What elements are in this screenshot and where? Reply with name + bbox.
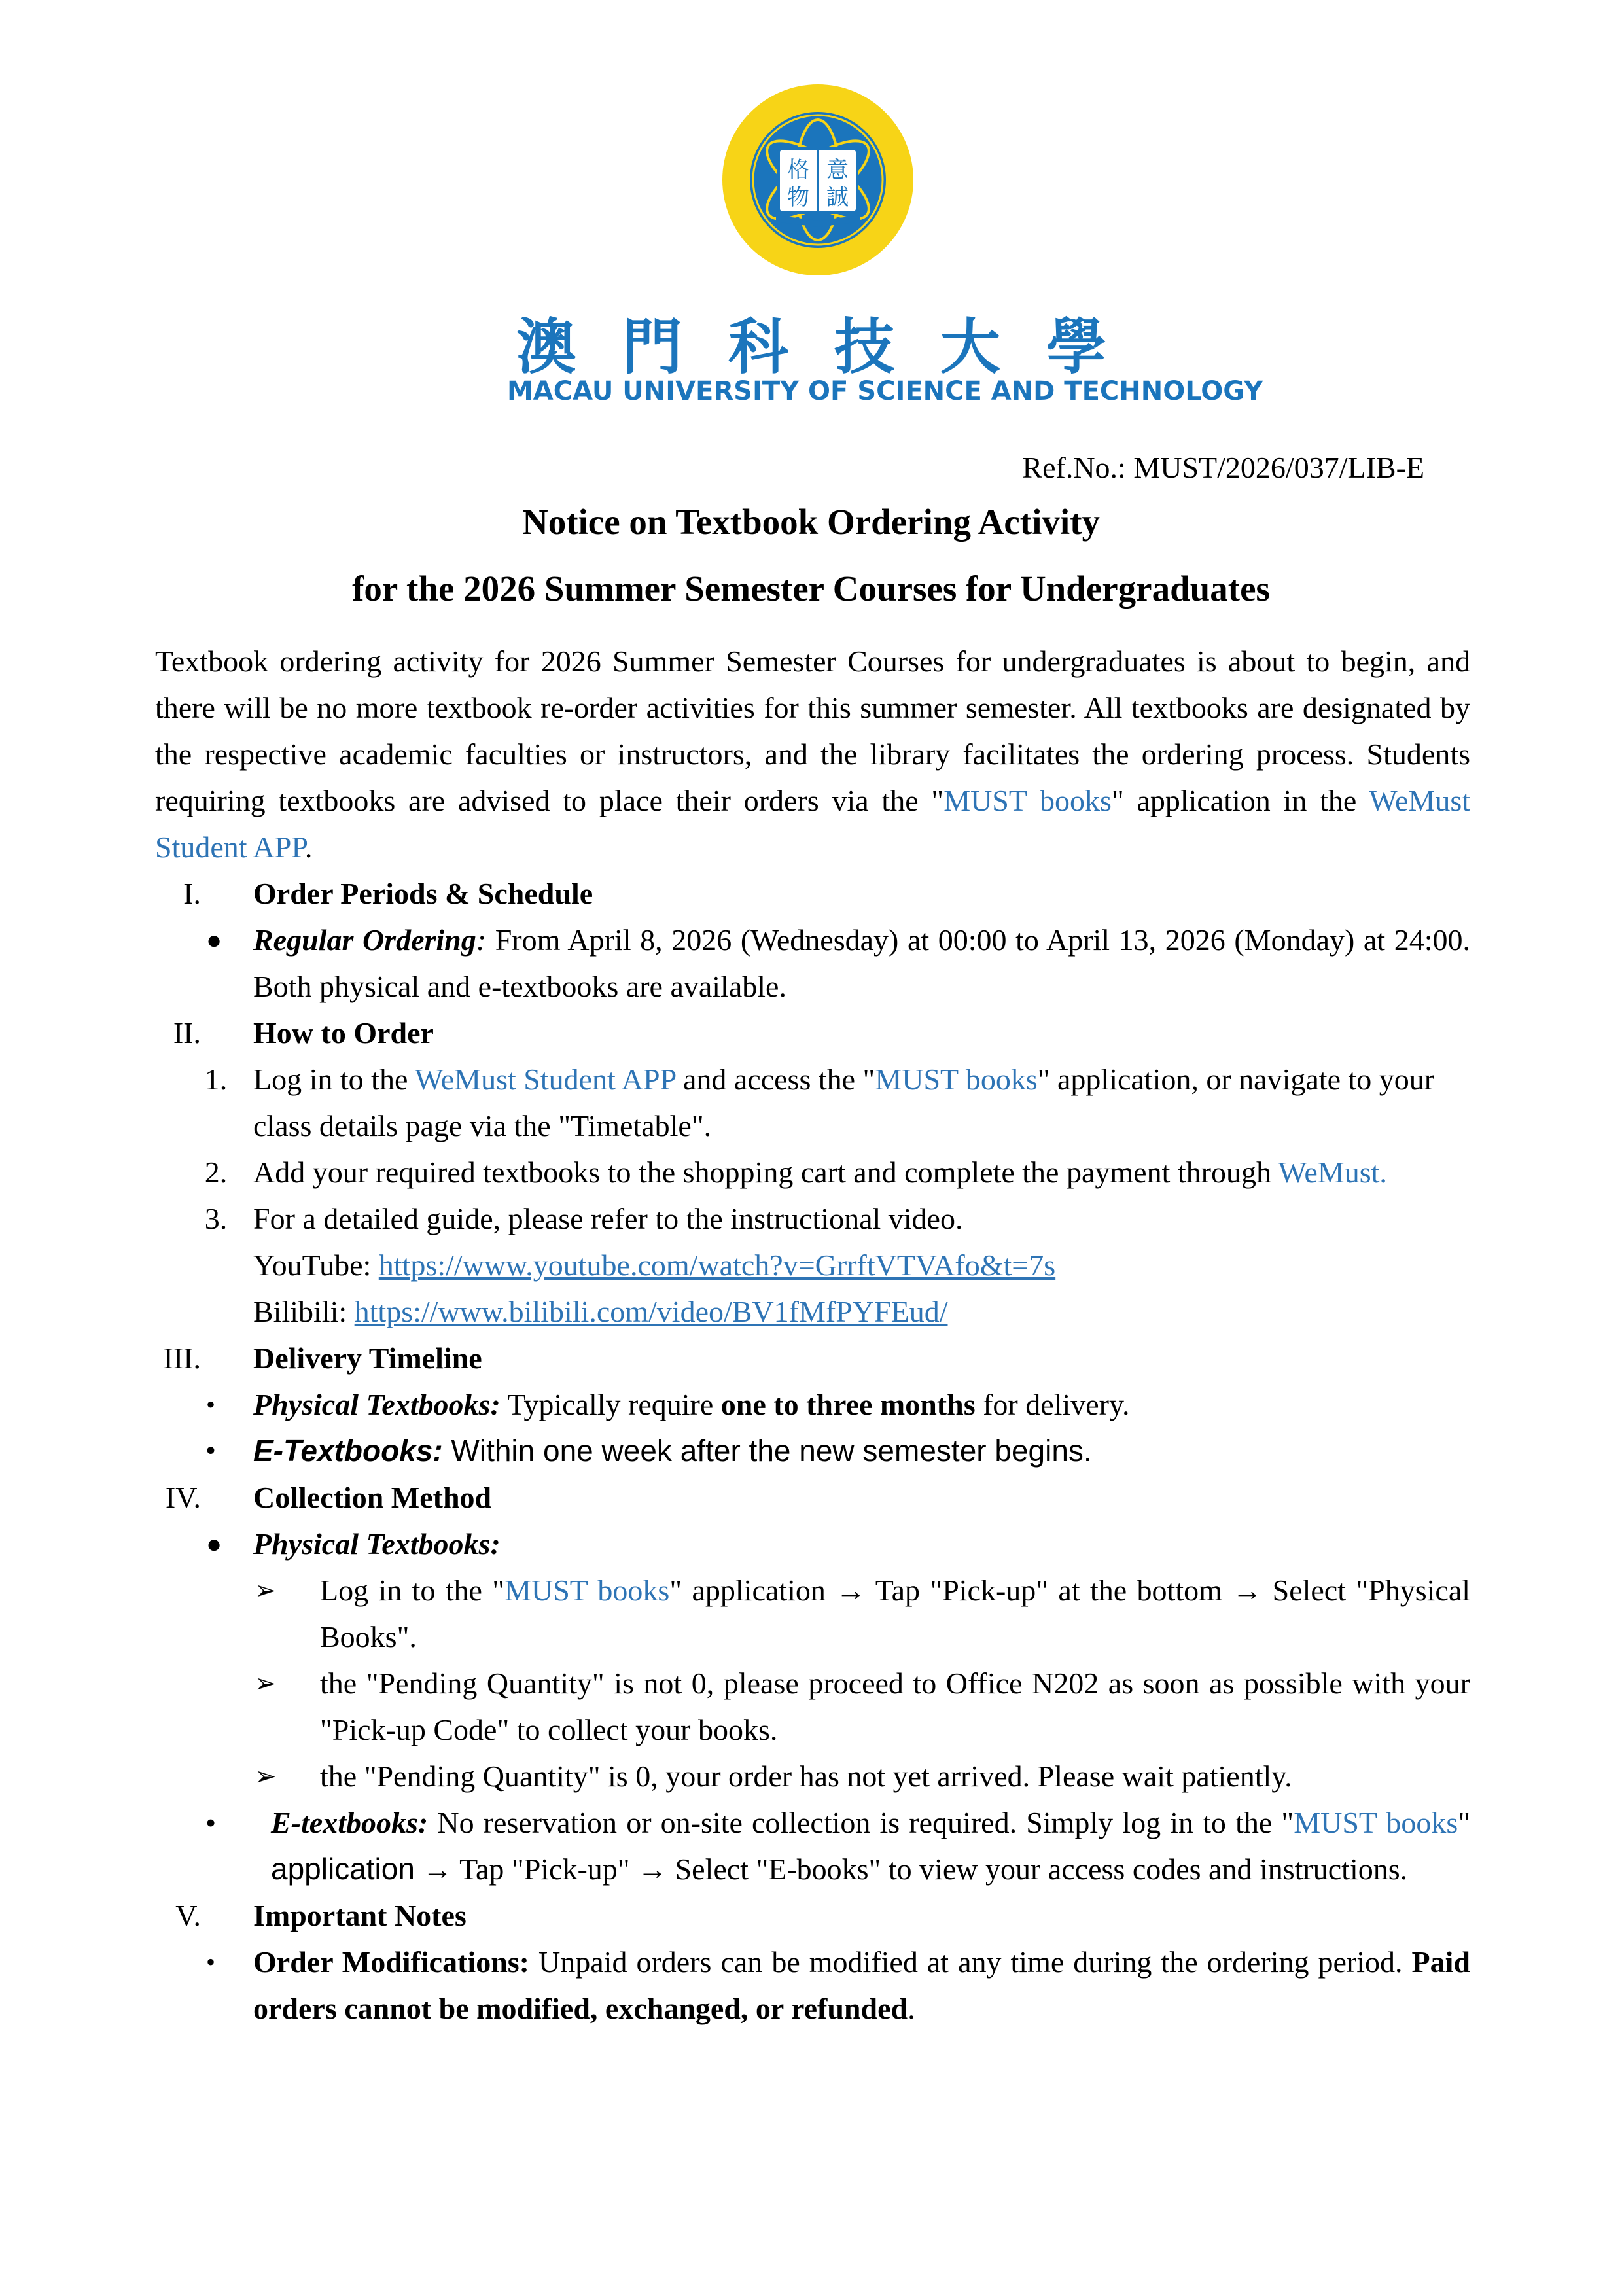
step-text: and access the ": [675, 1063, 875, 1096]
seal-char-3: 物: [787, 185, 809, 211]
logo-cn-char: 大: [940, 311, 1000, 382]
sub-step-text: Log in to the ": [320, 1574, 505, 1607]
bullet-text: Within one week after the new semester begins.: [442, 1434, 1092, 1468]
bullet-label: Physical Textbooks:: [253, 1388, 501, 1421]
must-books-link[interactable]: MUST books: [875, 1063, 1038, 1096]
sub-step-text: " application → Tap "Pick-up" at the bottom → Select "Physical Books".: [320, 1574, 1471, 1653]
step-text: " application, or navigate to your class details page via the "Timetable".: [253, 1063, 1435, 1142]
bullet-icon: •: [205, 1806, 217, 1839]
bullet-text: for delivery.: [975, 1388, 1130, 1421]
step-1: [155, 1056, 1470, 1149]
bullet-text: .: [908, 1992, 915, 2025]
section-heading-notes: [155, 1892, 1470, 1939]
step-text: Log in to the: [253, 1063, 415, 1096]
bullet-emphasis: one to three months: [720, 1388, 976, 1421]
section-title: Important Notes: [253, 1899, 467, 1932]
university-name-chinese: [507, 308, 1116, 382]
bullet-e-collection: [155, 1799, 1470, 1892]
logo-cn-char: 澳: [516, 311, 576, 382]
intro-text: " application in the: [1111, 784, 1369, 817]
bullet-label: E-textbooks:: [271, 1806, 429, 1839]
seal-char-4: 誠: [826, 185, 849, 211]
bullet-label: Order Modifications:: [253, 1945, 530, 1979]
logo-cn-char: 科: [728, 311, 788, 382]
bullet-physical-collection: [155, 1521, 1470, 1567]
section-heading-order-periods: [155, 870, 1470, 917]
sub-step-text: the "Pending Quantity" is not 0, please proceed to Office N202 as soon as possible with your "Pick-up Code" to collect your books.: [320, 1667, 1470, 1746]
section-title: Order Periods & Schedule: [253, 877, 593, 910]
step-number: 1.: [204, 1063, 228, 1096]
bullet-physical-delivery: [155, 1381, 1470, 1428]
bullet-e-delivery: [155, 1428, 1470, 1474]
bullet-icon: •: [206, 1947, 216, 1977]
section-title: How to Order: [253, 1016, 434, 1050]
sub-step-text: the "Pending Quantity" is 0, your order has not yet arrived. Please wait patiently.: [320, 1759, 1292, 1793]
step-3: [155, 1195, 1470, 1242]
wemust-app-link[interactable]: WeMust Student APP: [415, 1063, 676, 1096]
logo-cn-char: 學: [1046, 311, 1106, 382]
section-number: III.: [163, 1341, 201, 1375]
bullet-icon: •: [206, 1436, 216, 1465]
step-number: 3.: [204, 1202, 228, 1235]
step-2: [155, 1149, 1470, 1195]
bullet-label: Regular Ordering: [253, 923, 476, 957]
bullet-label: Physical Textbooks:: [253, 1527, 501, 1561]
university-seal-logo: [720, 82, 916, 278]
notice-body: [155, 638, 1470, 2032]
bullet-colon: :: [476, 923, 487, 957]
bullet-order-modifications: [155, 1939, 1470, 2032]
ref-label: Ref.No.:: [1022, 451, 1126, 484]
sub-step-1: [155, 1567, 1470, 1660]
bullet-text: ": [1458, 1806, 1471, 1839]
bullet-regular-ordering: [155, 917, 1470, 1010]
bullet-text: → Tap "Pick-up" → Select "E-books" to view your access codes and instructions.: [414, 1852, 1408, 1886]
intro-text: Textbook ordering activity for 2026 Summer Semester Courses for undergraduates is about to begin, and there will be no more textbook re-order activities for this summer semester. All textbooks are designated by the respective academic faculties or instructors, and the library facilitates the ordering process. Students requiring textbooks are advised to place their orders via the ": [155, 645, 1470, 817]
section-heading-collection: [155, 1474, 1470, 1521]
section-title: Collection Method: [253, 1481, 492, 1514]
seal-char-2: 意: [826, 157, 849, 183]
section-number: II.: [173, 1016, 201, 1050]
bullet-label: E-Textbooks:: [253, 1434, 443, 1468]
step-number: 2.: [204, 1156, 228, 1189]
section-number: V.: [175, 1899, 201, 1932]
intro-text: .: [304, 830, 313, 864]
section-heading-delivery: [155, 1335, 1470, 1381]
section-number: IV.: [165, 1481, 201, 1514]
arrow-bullet-icon: ➢: [255, 1669, 277, 1698]
youtube-line: [155, 1242, 1470, 1288]
arrow-bullet-icon: ➢: [255, 1576, 277, 1605]
section-title: Delivery Timeline: [253, 1341, 482, 1375]
page-title: Notice on Textbook Ordering Activity: [521, 502, 1101, 542]
arrow-bullet-icon: ➢: [255, 1761, 277, 1791]
step-text: Add your required textbooks to the shopping cart and complete the payment through: [253, 1156, 1278, 1189]
bullet-text: Unpaid orders can be modified at any time during the ordering period.: [529, 1945, 1412, 1979]
bilibili-line: [155, 1288, 1470, 1335]
wemust-app-link[interactable]: WeMust Student APP: [155, 784, 1470, 864]
must-books-link[interactable]: MUST books: [1294, 1806, 1458, 1839]
logo-cn-char: 門: [622, 311, 682, 382]
bullet-icon: ●: [206, 925, 222, 955]
seal-icon: [720, 82, 916, 278]
bullet-text: Typically require: [500, 1388, 721, 1421]
logo-cn-char: 技: [834, 311, 894, 382]
step-text: For a detailed guide, please refer to the instructional video.: [253, 1202, 963, 1235]
bullet-icon: ●: [206, 1529, 222, 1559]
section-number: I.: [183, 877, 201, 910]
wemust-link[interactable]: WeMust.: [1278, 1156, 1387, 1189]
bullet-text: From April 8, 2026 (Wednesday) at 00:00 to April 13, 2026 (Monday) at 24:00. Both physical and e-textbooks are available.: [253, 923, 1470, 1003]
section-heading-how-to-order: [155, 1010, 1470, 1056]
youtube-url-link[interactable]: https://www.youtube.com/watch?v=GrrftVTVAfo&t=7s: [378, 1248, 1056, 1282]
seal-char-1: 格: [787, 157, 809, 183]
bullet-icon: •: [206, 1390, 216, 1419]
must-books-link[interactable]: MUST books: [504, 1574, 670, 1607]
intro-paragraph: [155, 638, 1470, 870]
ref-value: MUST/2026/037/LIB-E: [1133, 451, 1424, 484]
youtube-label: YouTube:: [253, 1248, 379, 1282]
sub-step-3: [155, 1753, 1470, 1799]
sub-step-2: [155, 1660, 1470, 1753]
bullet-text: No reservation or on-site collection is required. Simply log in to the ": [428, 1806, 1294, 1839]
reference-number: [1022, 450, 1424, 485]
must-books-link[interactable]: MUST books: [943, 784, 1112, 817]
bilibili-url-link[interactable]: https://www.bilibili.com/video/BV1fMfPYFEud/: [354, 1295, 948, 1328]
bullet-emphasis: Paid orders cannot be modified, exchanged, or refunded: [253, 1945, 1471, 2025]
university-name-english: MACAU UNIVERSITY OF SCIENCE AND TECHNOLOGY: [507, 376, 1263, 406]
bullet-text: application: [271, 1852, 415, 1886]
page-subtitle: for the 2026 Summer Semester Courses for Undergraduates: [352, 569, 1270, 609]
bilibili-label: Bilibili:: [253, 1295, 355, 1328]
